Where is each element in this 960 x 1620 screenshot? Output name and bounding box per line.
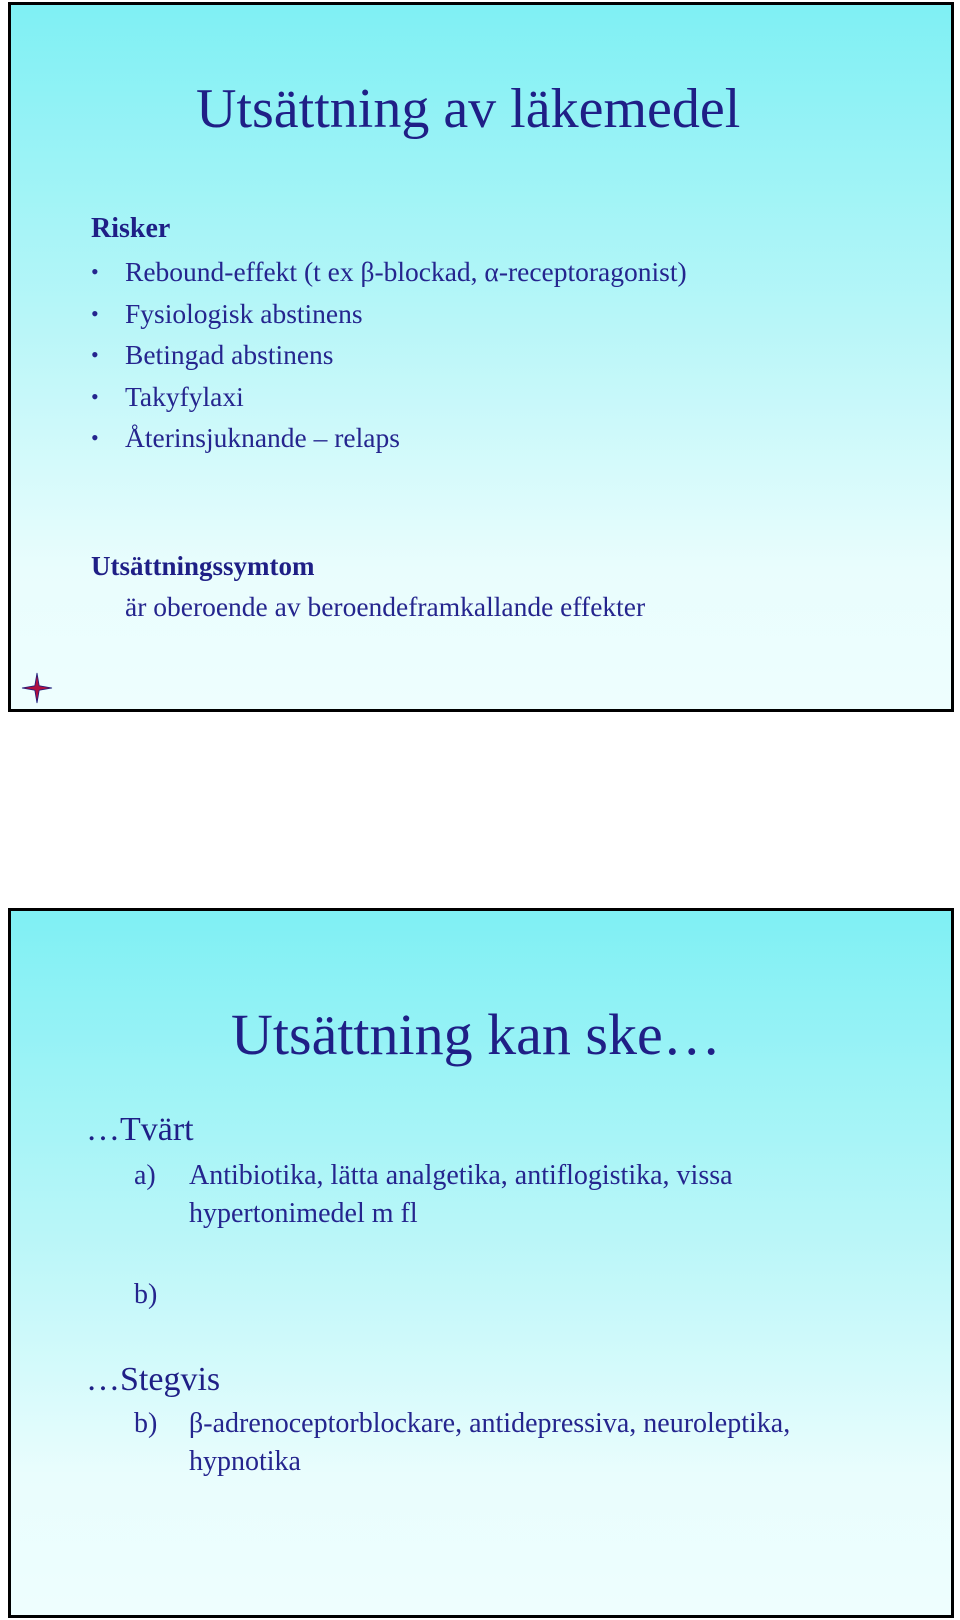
bullet-icon: •	[91, 383, 99, 409]
item-text-line: hypnotika	[189, 1446, 301, 1477]
item-text-line: β-adrenoceptorblockare, antidepressiva, neuroleptika,	[189, 1408, 791, 1439]
risk-item-text: Betingad abstinens	[125, 339, 334, 370]
item-body	[189, 1405, 790, 1481]
item-text-line: hypertonimedel m fl	[189, 1198, 418, 1229]
risk-item-text: Takyfylaxi	[125, 380, 244, 412]
item-letter: b)	[134, 1408, 158, 1439]
four-point-star-icon	[21, 672, 53, 704]
risks-heading: Risker	[91, 213, 171, 244]
abrupt-label: …Tvärt	[86, 1111, 194, 1148]
item-body	[189, 1157, 733, 1233]
risk-list	[91, 255, 687, 463]
risk-item-text: Rebound-effekt (t ex β-blockad, α-receptoragonist)	[125, 256, 687, 287]
slide-1-title: Utsättning av läkemedel	[196, 78, 741, 140]
list-item	[91, 380, 687, 422]
list-item	[91, 297, 687, 339]
risk-item-text: Återinsjuknande – relaps	[125, 422, 400, 453]
gradual-label: …Stegvis	[86, 1361, 221, 1398]
bullet-icon: •	[91, 259, 99, 284]
symptoms-text: är oberoende av beroendeframkallande effekter	[125, 591, 646, 622]
bullet-icon: •	[91, 300, 99, 326]
slide-1	[8, 2, 954, 712]
item-letter: b)	[134, 1279, 158, 1310]
risk-item-text: Fysiologisk abstinens	[125, 297, 363, 329]
list-item	[91, 421, 687, 463]
item-letter: a)	[134, 1160, 156, 1191]
slide-2-title: Utsättning kan ske…	[231, 1002, 721, 1067]
item-text-line: Antibiotika, lätta analgetika, antiflogistika, vissa	[189, 1160, 733, 1191]
list-item	[91, 255, 687, 297]
bullet-icon: •	[91, 342, 99, 367]
slide-2	[8, 908, 954, 1618]
symptoms-heading: Utsättningssymtom	[91, 551, 315, 581]
list-item	[91, 338, 687, 380]
bullet-icon: •	[91, 425, 99, 450]
